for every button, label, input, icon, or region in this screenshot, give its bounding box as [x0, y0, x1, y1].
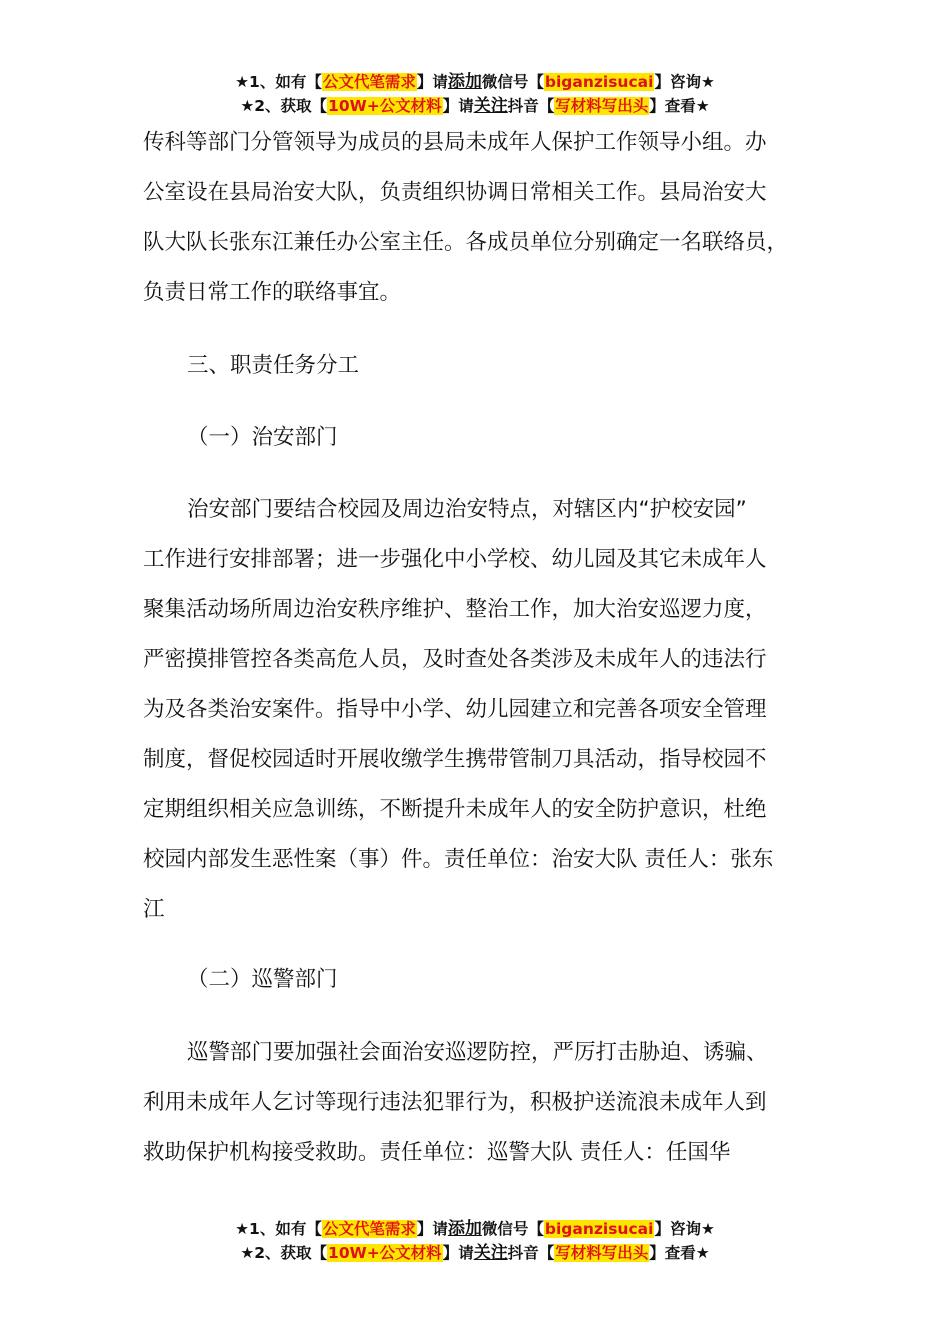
paragraph-public-security: 治安部门要结合校园及周边治安特点，对辖区内“护校安园” 工作进行安排部署；进一步强化中小学校、幼儿园及其它未成年人 聚集活动场所周边治安秩序维护、整治工作，加大治安巡逻力度， 严密摸排管控各类高危人员，及时查处各类涉及未成年人的违法行 为及各类治安案件。指导中小学、幼儿园建立和完善各项安全管理 制度，督促校园适时开展收缴学生携带管制刀具活动，指导校园不 定期组织相关应急训练，不断提升未成年人的安全防护意识，杜绝 校园内部发生恶性案（事）件。责任单位：治安大队 责任人：张东 江 — [143, 497, 774, 922]
subsection-heading-public-security: （一）治安部门 — [187, 425, 338, 450]
star-icon: ★ — [695, 1244, 710, 1262]
star-icon: ★ — [240, 97, 255, 115]
highlight-douyin-id: 写材料写出头 — [555, 1244, 649, 1262]
header-banner — [0, 70, 950, 118]
underlined-word: 添加 — [447, 1219, 482, 1239]
underlined-word: 关注 — [473, 1243, 508, 1263]
subsection-heading-patrol: （二）巡警部门 — [187, 967, 338, 992]
banner-line-1: ★1、如有【公文代笔需求】请添加微信号【biganzisucai】咨询★ — [235, 72, 715, 92]
highlight-douyin-id: 写材料写出头 — [555, 97, 649, 115]
highlight-service: 公文代笔需求 — [322, 73, 416, 91]
underlined-word: 关注 — [473, 96, 508, 116]
highlight-service: 公文代笔需求 — [322, 1220, 416, 1238]
underlined-word: 添加 — [447, 72, 482, 92]
section-heading: 三、职责任务分工 — [187, 353, 360, 378]
highlight-materials: 10W+公文材料 — [328, 97, 442, 115]
star-icon: ★ — [700, 1220, 715, 1238]
star-icon: ★ — [240, 1244, 255, 1262]
paragraph-patrol: 巡警部门要加强社会面治安巡逻防控，严厉打击胁迫、诱骗、 利用未成年人乞讨等现行违法犯罪行为，积极护送流浪未成年人到 救助保护机构接受救助。责任单位：巡警大队 责任人：任国华 — [143, 1040, 768, 1165]
highlight-wechat-id: biganzisucai — [544, 73, 654, 91]
paragraph-leadership-group: 传科等部门分管领导为成员的县局未成年人保护工作领导小组。办 公室设在县局治安大队，负责组织协调日常相关工作。县局治安大 队大队长张东江兼任办公室主任。各成员单位分别确定一名联络员， 负责日常工作的联络事宜。 — [143, 130, 789, 305]
highlight-wechat-id: biganzisucai — [544, 1220, 654, 1238]
banner-line-2: ★2、获取【10W+公文材料】请关注抖音【写材料写出头】查看★ — [240, 1243, 710, 1263]
highlight-materials: 10W+公文材料 — [328, 1244, 442, 1262]
footer-banner — [0, 1217, 950, 1265]
star-icon: ★ — [235, 73, 250, 91]
star-icon: ★ — [235, 1220, 250, 1238]
star-icon: ★ — [695, 97, 710, 115]
banner-line-1: ★1、如有【公文代笔需求】请添加微信号【biganzisucai】咨询★ — [235, 1219, 715, 1239]
star-icon: ★ — [700, 73, 715, 91]
banner-line-2: ★2、获取【10W+公文材料】请关注抖音【写材料写出头】查看★ — [240, 96, 710, 116]
